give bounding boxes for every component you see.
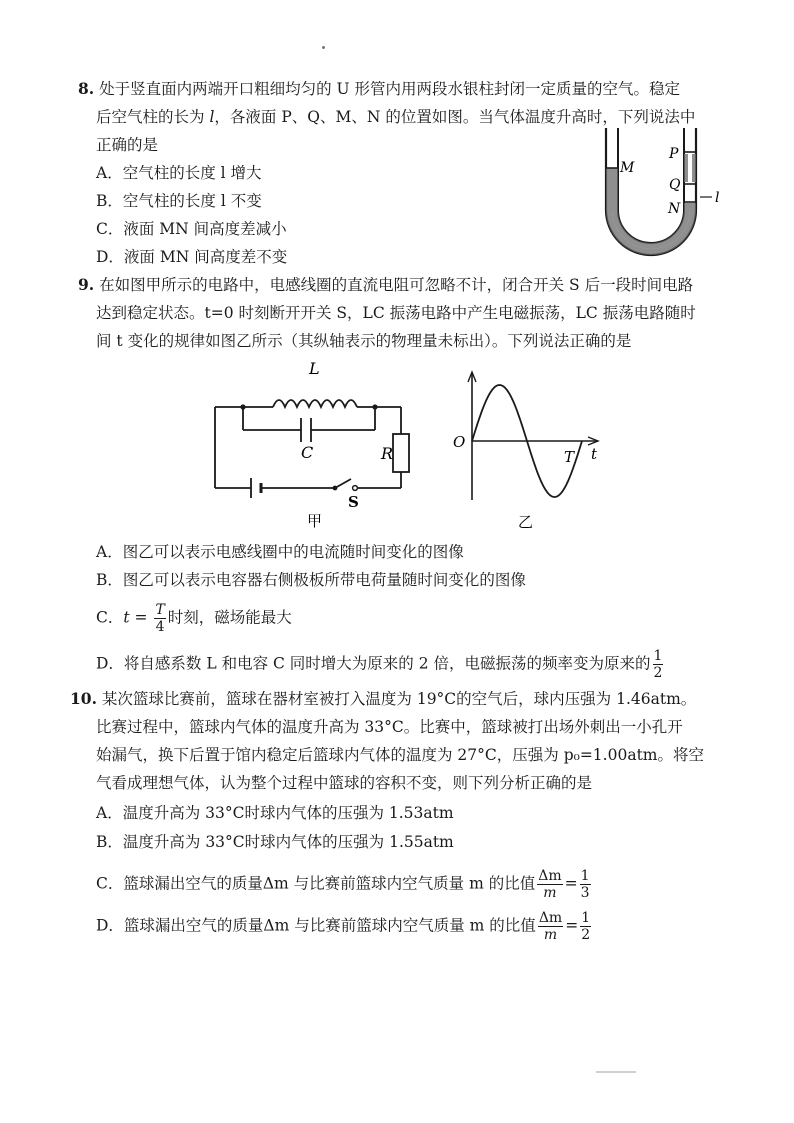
q10-option-d-text: D．篮球漏出空气的质量Δm 与比赛前篮球内空气质量 m 的比值 [96, 916, 536, 935]
q9-graph-figure [450, 370, 610, 530]
q10-option-d-value-num: 1 [581, 910, 591, 926]
q10-option-d-eq: = [565, 916, 579, 935]
q8-number: 8. [78, 79, 95, 98]
q9-graph-origin: O [453, 433, 466, 451]
q9-graph-period: T [564, 448, 575, 466]
q10-stem-line4: 气看成理想气体，认为整个过程中篮球的容积不变，则下列分析正确的是 [96, 774, 593, 792]
q10-option-c-ratio-num: Δm [538, 868, 562, 884]
q9-label-r: R [381, 444, 394, 463]
q9-label-s: S [348, 493, 359, 511]
q10-stem-line2: 比赛过程中，篮球内气体的温度升高为 33°C。比赛中，篮球被打出场外刺出一小孔开 [96, 718, 683, 736]
q9-option-c-fraction [154, 602, 165, 635]
q8-u-tube-figure [596, 128, 726, 263]
q9-stem-line3: 间 t 变化的规律如图乙所示（其纵轴表示的物理量未标出）。下列说法正确的是 [96, 332, 632, 350]
q9-option-c-frac-den: 4 [155, 619, 165, 635]
q9-stem-text1: 在如图甲所示的电路中，电感线圈的直流电阻可忽略不计，闭合开关 S 后一段时间电路 [99, 276, 694, 294]
q8-stem-text1: 处于竖直面内两端开口粗细均匀的 U 形管内用两段水银柱封闭一定质量的空气。稳定 [99, 80, 681, 98]
q10-option-c-eq: = [564, 874, 578, 893]
q8-stem-line1 [78, 78, 680, 100]
scan-speck [322, 46, 325, 49]
q10-stem-text1: 某次篮球比赛前，篮球在器材室被打入温度为 19°C的空气后，球内压强为 1.46atm。 [101, 690, 697, 708]
q10-number: 10. [70, 689, 97, 708]
q9-graph-t-axis: t [591, 445, 598, 463]
q8-label-m: M [620, 160, 635, 176]
q10-option-d-value-den: 2 [581, 927, 591, 943]
q9-option-d-frac-num: 1 [653, 648, 663, 664]
q8-stem-line3: 正确的是 [96, 136, 159, 154]
q10-option-d[interactable] [96, 910, 593, 943]
q8-option-c[interactable]: C．液面 MN 间高度差减小 [96, 220, 287, 238]
q9-caption-yi: 乙 [518, 513, 534, 530]
q10-option-d-value [580, 910, 591, 943]
q8-option-d[interactable]: D．液面 MN 间高度差不变 [96, 248, 288, 266]
q8-stem-text2b: ，各液面 P、Q、M、N 的位置如图。当气体温度升高时，下列说法中 [214, 108, 696, 126]
q9-option-c[interactable] [96, 602, 292, 635]
q10-option-d-ratio-den: m [543, 927, 558, 943]
q8-label-l: l [715, 190, 720, 206]
q10-option-d-ratio-num: Δm [538, 910, 563, 926]
q9-label-l: L [309, 360, 320, 378]
q10-option-b[interactable]: B．温度升高为 33°C时球内气体的压强为 1.55atm [96, 833, 454, 851]
q10-option-c-ratio [537, 868, 562, 901]
q8-label-p: P [669, 146, 679, 162]
q8-label-q: Q [669, 177, 681, 193]
q8-stem-line2 [96, 106, 695, 128]
q10-option-d-ratio [538, 910, 563, 943]
q9-option-c-text: 时刻，磁场能最大 [167, 608, 292, 627]
q9-stem-line1 [78, 274, 693, 296]
q10-option-a[interactable]: A．温度升高为 33°C时球内气体的压强为 1.53atm [96, 804, 454, 822]
q9-option-c-eq: = [129, 608, 153, 627]
q9-option-a[interactable]: A．图乙可以表示电感线圈中的电流随时间变化的图像 [96, 543, 464, 561]
q9-option-d-fraction [653, 648, 664, 681]
q10-stem-line1 [70, 688, 696, 710]
q10-stem-line3: 始漏气，换下后置于馆内稳定后篮球内气体的温度为 27°C，压强为 p₀=1.00atm。将空 [96, 746, 704, 764]
q8-option-a[interactable]: A．空气柱的长度 l 增大 [96, 164, 262, 182]
q9-option-b[interactable]: B．图乙可以表示电容器右侧极板所带电荷量随时间变化的图像 [96, 571, 526, 589]
q9-number: 9. [78, 275, 95, 294]
q9-label-c: C [301, 443, 314, 462]
q9-option-c-var: t [123, 608, 130, 627]
q8-option-b[interactable]: B．空气柱的长度 l 不变 [96, 192, 262, 210]
q9-option-d-text: D．将自感系数 L 和电容 C 同时增大为原来的 2 倍，电磁振荡的频率变为原来的 [96, 654, 651, 673]
q9-stem-line2: 达到稳定状态。t=0 时刻断开开关 S，LC 振荡电路中产生电磁振荡，LC 振荡电路随时 [96, 304, 696, 322]
q10-option-c-value [580, 868, 591, 901]
q10-option-c-value-den: 3 [580, 885, 590, 901]
q8-stem-var-l: l [209, 108, 215, 126]
q9-option-c-letter: C． [96, 608, 124, 627]
q9-circuit-figure [205, 360, 430, 530]
q9-option-d[interactable] [96, 648, 665, 681]
q10-option-c-text: C．篮球漏出空气的质量Δm 与比赛前篮球内空气质量 m 的比值 [96, 874, 536, 893]
q9-option-c-frac-num: T [155, 602, 165, 618]
q10-option-c-ratio-den: m [543, 885, 557, 901]
q10-option-c[interactable] [96, 868, 593, 901]
q8-label-n: N [668, 201, 681, 217]
q9-caption-jia: 甲 [307, 512, 323, 530]
q9-option-d-frac-den: 2 [653, 665, 663, 681]
q8-stem-text2a: 后空气柱的长为 [96, 108, 210, 126]
scan-smudge [596, 1071, 636, 1073]
q10-option-c-value-num: 1 [580, 868, 590, 884]
